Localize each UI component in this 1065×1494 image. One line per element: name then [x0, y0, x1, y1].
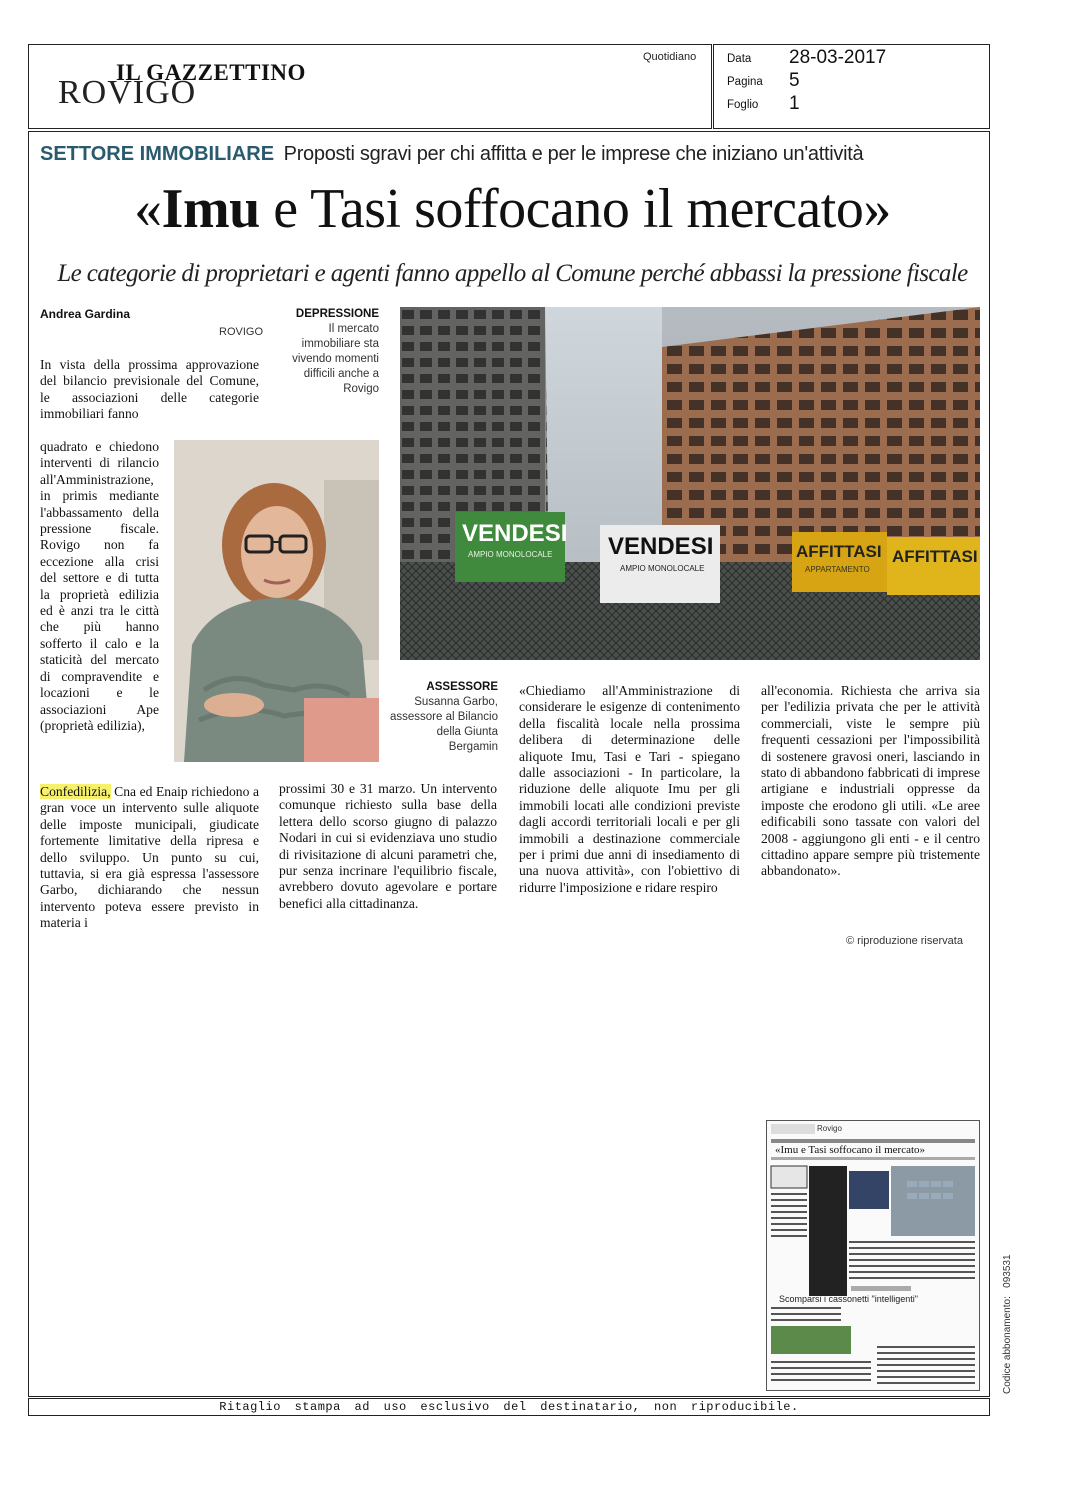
author: Andrea Gardina	[40, 307, 131, 321]
column-1-narrow-text: quadrato e chiedono interventi di rilancio all'Amministrazione, in primis mediante l'abbassamento della pressione fiscale. Rovigo non fa eccezione alla crisi del settore e di tutta la proprietà edilizia ed è anzi tra le città che più hanno sofferto il calo e la staticità del mercato di compravendite e locazioni e le associazioni Ape (proprietà edilizia),	[40, 439, 159, 733]
main-photo	[400, 307, 980, 660]
column-1-top-text: In vista della prossima approvazione del bilancio previsionale del Comune, le associazioni delle categorie immobiliari fanno	[40, 357, 259, 422]
page-label: Pagina	[727, 76, 763, 88]
caption-assessor	[385, 680, 498, 755]
sheet-label: Foglio	[727, 99, 759, 111]
sign-affittasi-2: AFFITTASI	[892, 547, 978, 566]
thumbnail-headline: «Imu e Tasi soffocano il mercato»	[775, 1144, 926, 1156]
column-4-text: all'economia. Richiesta che arriva sia per l'edilizia privata che per le attività commerciali, viste le sempre più frequenti cessazioni per l'impossibilità di sostenere gravosi oneri, lasciando in stato di abbandono fabbricati di imprese artigiane e industriali oppresse da imposte che erodono gli utili. «Le aree edificabili sono tassate con valori del 2008 - aggiungono gli enti - e il centro cittadino appare sempre più tristemente abbandonato».	[761, 683, 980, 879]
footer-text: Ritaglio stampa ad uso esclusivo del destinatario, non riproducibile.	[219, 1400, 799, 1414]
page-thumbnail	[766, 1120, 980, 1391]
assessor-portrait-graphic	[174, 440, 379, 762]
column-1-bottom	[40, 784, 259, 932]
copyright: © riproduzione riservata	[846, 935, 963, 947]
highlight-confedilizia: Confedilizia,	[40, 784, 111, 799]
masthead-top: IL GAZZETTINO	[116, 60, 306, 85]
sign-vendesi-1: VENDESI	[462, 520, 568, 547]
headline	[40, 178, 985, 240]
column-2-text: prossimi 30 e 31 marzo. Un intervento comunque richiesto sulla base della lettera dello scorso giugno di palazzo Nodari in cui si evidenziava uno studio di rivisitazione di alcuni parametri che, pur senza incrinare l'equilibrio fiscale, avrebbero dovuto agevolare e portare benefici alla cittadinanza.	[279, 781, 497, 911]
kicker-section: SETTORE IMMOBILIARE	[40, 143, 275, 165]
sign-vendesi-2-sub: AMPIO MONOLOCALE	[620, 564, 705, 573]
kicker-text: Proposti sgravi per chi affitta e per le imprese che iniziano un'attività	[283, 143, 864, 165]
headline-bold: Imu	[161, 178, 260, 240]
column-3-text: «Chiediamo all'Amministrazione di considerare le esigenze di contenimento della fiscalità locale nella prossima delibera di determinazione delle aliquote Imu, Tasi e Tari - spiegano dalle associazioni - In particolare, la riduzione delle aliquote Imu per gli immobili locati alle condizioni previste dagli accordi territoriali locali e per gli immobili a destinazione commerciale per i primi due anni di insediamento di una nuova attività», con l'obiettivo di ridurre l'imposizione e ridare respiro	[519, 683, 740, 895]
page-value: 5	[789, 70, 800, 91]
column-1-bottom-text: Cna ed Enaip richiedono a gran voce un intervento sulle aliquote delle imposte municipali, giudicate fortemente limitative della ripresa e dello sviluppo. Un punto su cui, tuttavia, si era già espressa l'assessore Garbo, dichiarando che nessun intervento poteva essere previsto in materia i	[40, 784, 259, 931]
caption-depression-text: Il mercato immobiliare sta vivendo momenti difficili anche a Rovigo	[292, 323, 379, 395]
caption-assessor-key: ASSESSORE	[426, 681, 498, 693]
buildings-photo-graphic	[400, 307, 980, 660]
masthead-logo	[56, 58, 356, 118]
thumbnail-second-headline: Scomparsi i cassonetti "intelligenti"	[779, 1294, 918, 1304]
headline-rest: e Tasi soffocano il mercato»	[259, 178, 891, 240]
subheadline: Le categorie di proprietari e agenti fanno appello al Comune perché abbassi la pressione fiscale	[57, 260, 968, 287]
dateline: ROVIGO	[219, 326, 264, 338]
column-1-top	[40, 357, 259, 423]
sign-affittasi-1: AFFITTASI	[796, 542, 882, 561]
assessor-photo	[174, 440, 379, 762]
headline-open-quote: «	[134, 178, 162, 240]
sign-vendesi-1-sub: AMPIO MONOLOCALE	[468, 550, 553, 559]
thumbnail-brand: Rovigo	[817, 1124, 842, 1133]
sheet-value: 1	[789, 93, 800, 114]
sign-vendesi-2: VENDESI	[608, 533, 714, 560]
column-4	[761, 683, 980, 880]
column-1-narrow	[40, 439, 159, 734]
thumbnail-graphic	[767, 1121, 979, 1390]
caption-assessor-text: Susanna Garbo, assessore al Bilancio della Giunta Bergamin	[389, 696, 498, 753]
subscription-code: Codice abbonamento: 093531	[1002, 1254, 1013, 1394]
caption-depression-key: DEPRESSIONE	[295, 308, 379, 320]
kicker	[40, 143, 985, 166]
column-2	[279, 781, 497, 912]
caption-depression	[283, 307, 379, 397]
column-3	[519, 683, 740, 896]
masthead-bottom: ROVIGO	[58, 74, 197, 111]
date-label: Data	[727, 53, 752, 65]
date-value: 28-03-2017	[789, 47, 887, 68]
sign-affittasi-1-sub: APPARTAMENTO	[805, 565, 870, 574]
newspaper-type: Quotidiano	[643, 51, 697, 63]
